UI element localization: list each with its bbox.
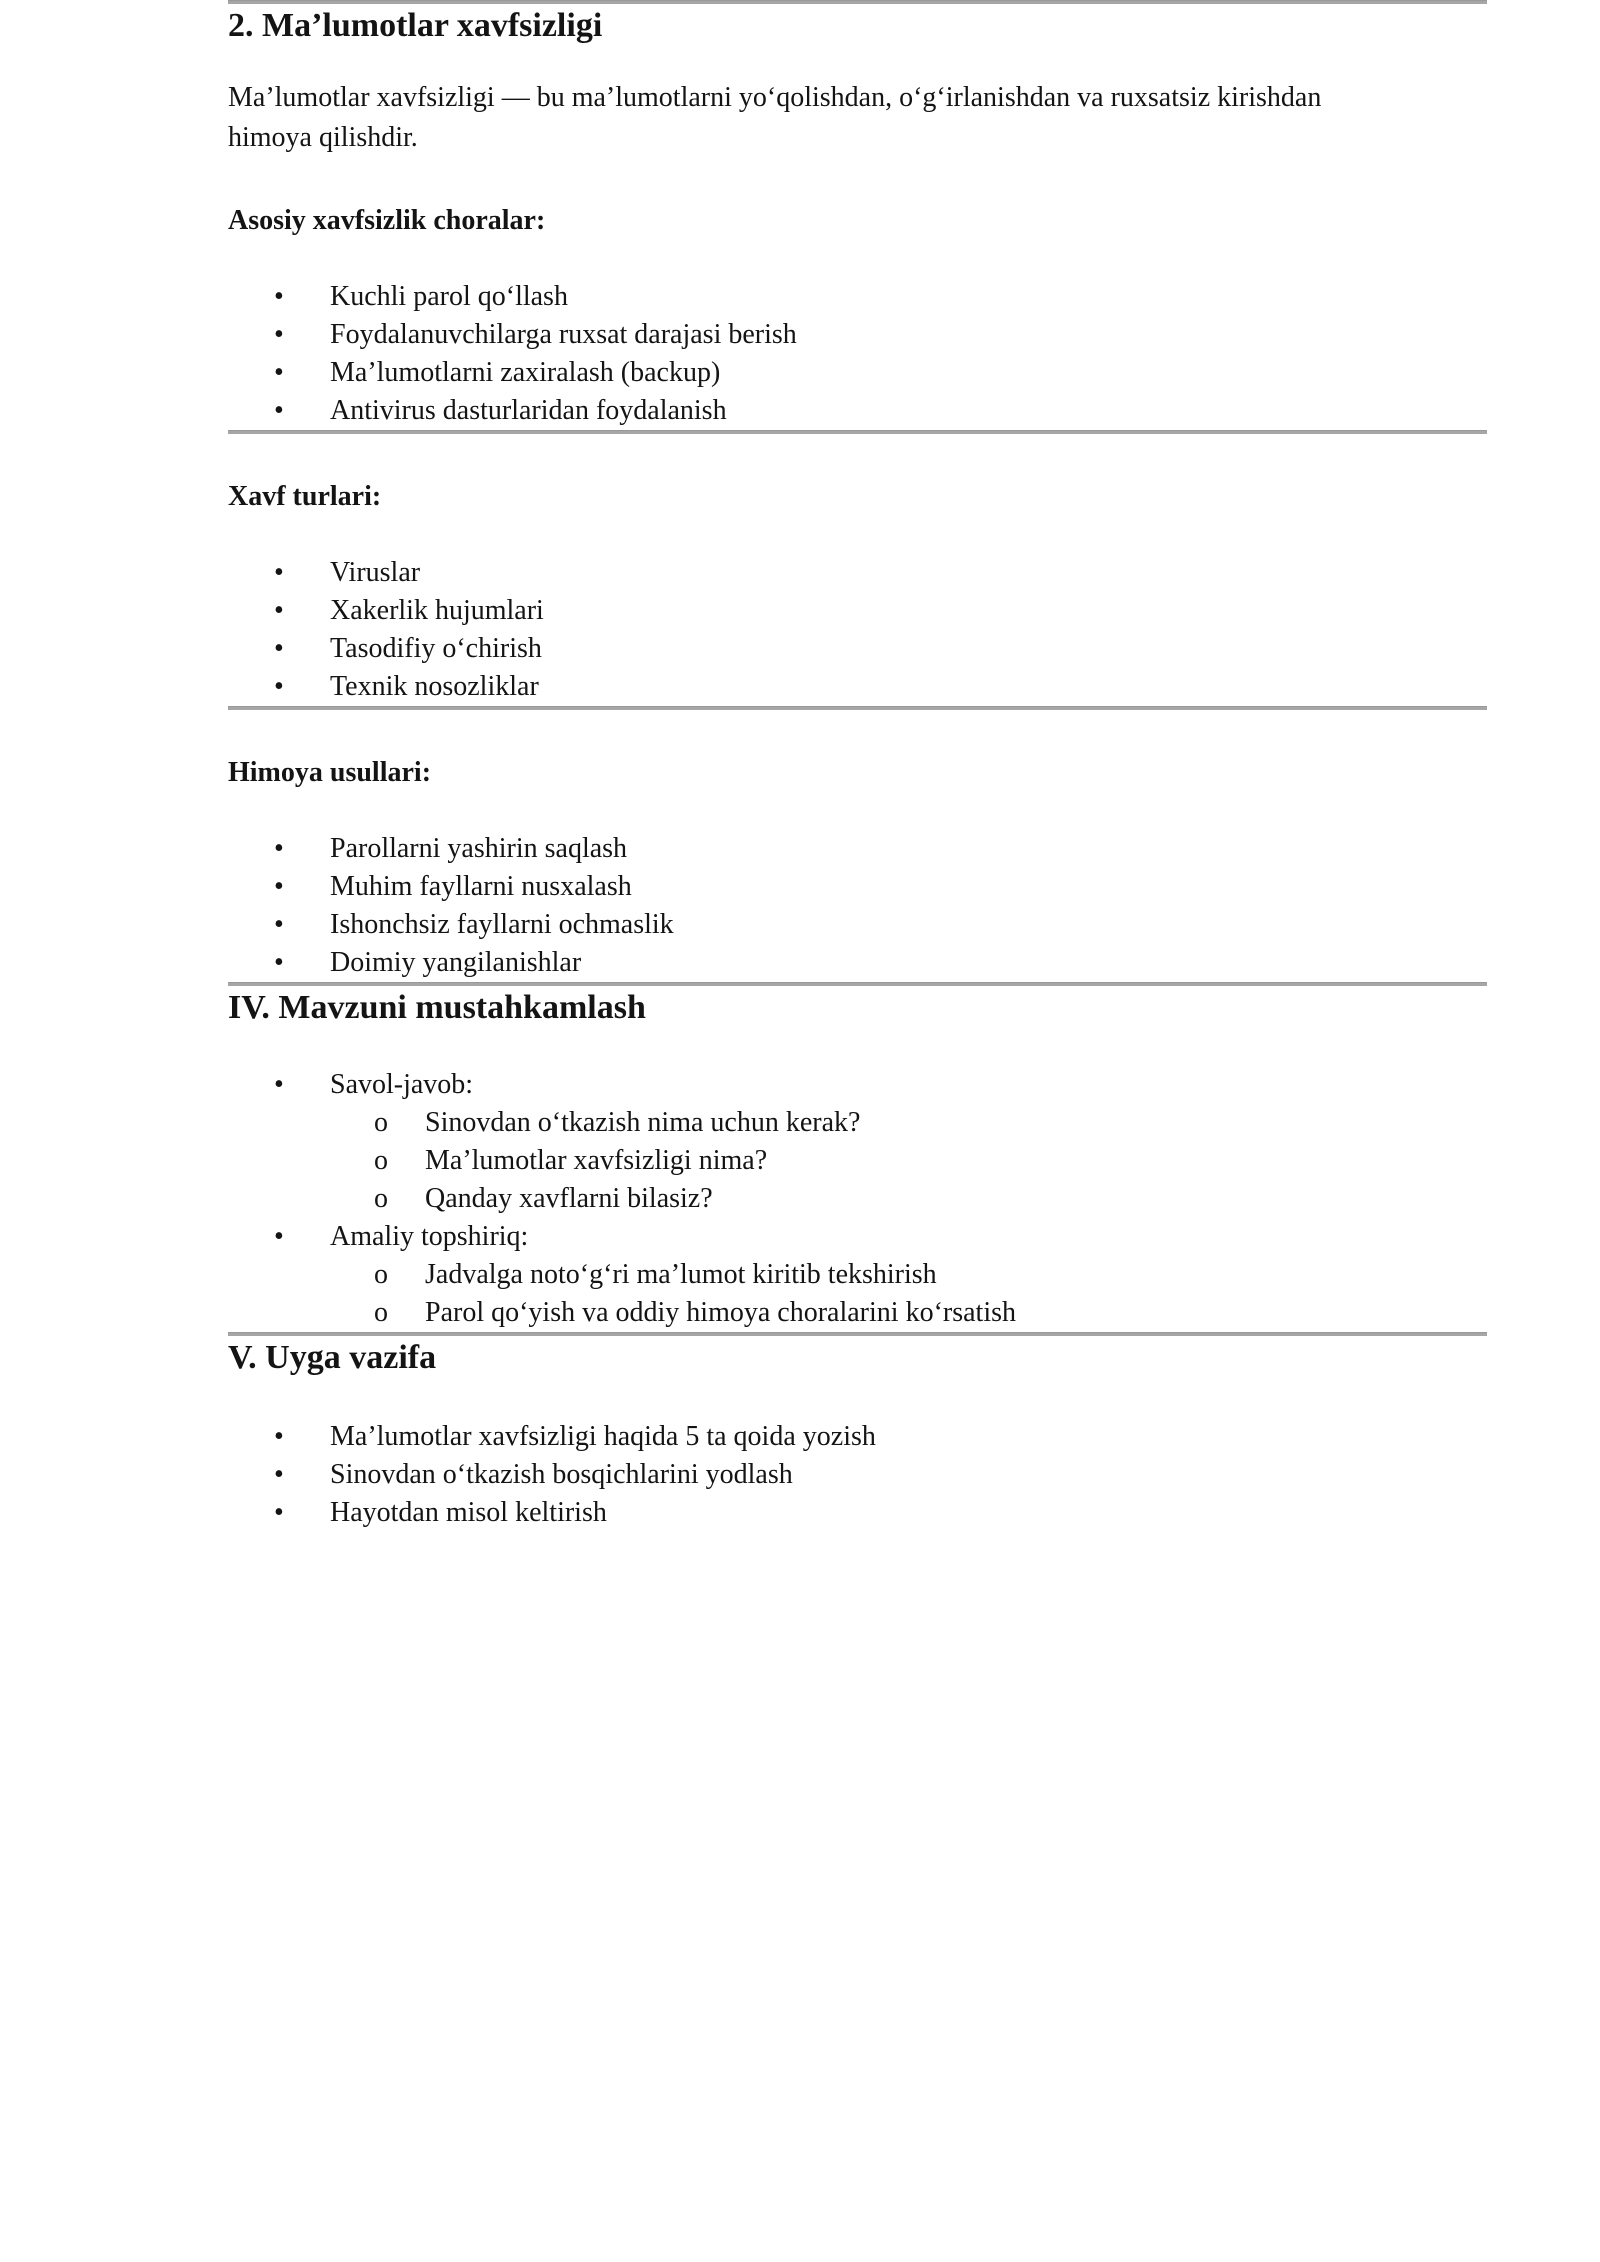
list-item-text: Parollarni yashirin saqlash	[330, 833, 628, 864]
bullet-icon: •	[274, 395, 284, 426]
list-item	[228, 1418, 1487, 1456]
list-item	[228, 830, 1487, 868]
bullet-icon: •	[274, 357, 284, 388]
circle-marker-icon: o	[374, 1259, 388, 1290]
list-item-text: Muhim fayllarni nusxalash	[330, 871, 632, 902]
list-item	[228, 392, 1487, 430]
list-item-text: Ma’lumotlarni zaxiralash (backup)	[330, 357, 721, 388]
bullet-icon: •	[274, 1459, 284, 1490]
list-item-text: Ma’lumotlar xavfsizligi nima?	[425, 1145, 768, 1176]
list-item	[228, 554, 1487, 592]
list-item-text: Qanday xavflarni bilasiz?	[425, 1183, 713, 1214]
reinforcement-list	[228, 1066, 1487, 1332]
list-item-text: Sinovdan o‘tkazish bosqichlarini yodlash	[330, 1459, 793, 1490]
list-item	[228, 1456, 1487, 1494]
list-item-text: Sinovdan o‘tkazish nima uchun kerak?	[425, 1107, 861, 1138]
sub-list-item	[228, 1256, 1487, 1294]
subheading-security-measures: Asosiy xavfsizlik choralar:	[228, 205, 546, 236]
list-item	[228, 592, 1487, 630]
circle-marker-icon: o	[374, 1145, 388, 1176]
bullet-icon: •	[274, 871, 284, 902]
list-item-text: Ishonchsiz fayllarni ochmaslik	[330, 909, 674, 940]
bullet-icon: •	[274, 281, 284, 312]
list-item-text: Hayotdan misol keltirish	[330, 1497, 607, 1528]
list-item-text: Xakerlik hujumlari	[330, 595, 544, 626]
list-item-text: Foydalanuvchilarga ruxsat darajasi berish	[330, 319, 797, 350]
list-item-text: Doimiy yangilanishlar	[330, 947, 582, 978]
list-item-text: Parol qo‘yish va oddiy himoya choralarini ko‘rsatish	[425, 1297, 1016, 1328]
bullet-icon: •	[274, 909, 284, 940]
list-item	[228, 630, 1487, 668]
list-item-text: Ma’lumotlar xavfsizligi haqida 5 ta qoida yozish	[330, 1421, 876, 1452]
sub-list-item	[228, 1142, 1487, 1180]
bullet-icon: •	[274, 1421, 284, 1452]
sub-list-item	[228, 1294, 1487, 1332]
list-item	[228, 316, 1487, 354]
risk-types-list	[228, 554, 1487, 706]
list-item	[228, 868, 1487, 906]
section-heading-data-security: 2. Ma’lumotlar xavfsizligi	[228, 7, 603, 44]
list-item	[228, 1494, 1487, 1532]
bullet-icon: •	[274, 319, 284, 350]
circle-marker-icon: o	[374, 1107, 388, 1138]
circle-marker-icon: o	[374, 1297, 388, 1328]
security-measures-list	[228, 278, 1487, 430]
protection-methods-list	[228, 830, 1487, 982]
list-item	[228, 278, 1487, 316]
sub-list-item	[228, 1104, 1487, 1142]
list-item-text: Jadvalga noto‘g‘ri ma’lumot kiritib tekshirish	[425, 1259, 937, 1290]
list-item	[228, 354, 1487, 392]
list-item	[228, 1066, 1487, 1104]
section-heading-reinforcement: IV. Mavzuni mustahkamlash	[228, 989, 646, 1026]
list-item	[228, 1218, 1487, 1256]
list-item	[228, 668, 1487, 706]
list-item-text: Kuchli parol qo‘llash	[330, 281, 568, 312]
bullet-icon: •	[274, 1069, 284, 1100]
bullet-icon: •	[274, 833, 284, 864]
section-heading-homework: V. Uyga vazifa	[228, 1339, 437, 1376]
section-divider	[228, 430, 1487, 434]
subheading-risk-types: Xavf turlari:	[228, 481, 382, 512]
list-item-text: Savol-javob:	[330, 1069, 474, 1100]
list-item	[228, 944, 1487, 982]
list-item-text: Antivirus dasturlaridan foydalanish	[330, 395, 727, 426]
subheading-protection-methods: Himoya usullari:	[228, 757, 432, 788]
list-item-text: Amaliy topshiriq:	[330, 1221, 529, 1252]
bullet-icon: •	[274, 1497, 284, 1528]
bullet-icon: •	[274, 947, 284, 978]
circle-marker-icon: o	[374, 1183, 388, 1214]
bullet-icon: •	[274, 595, 284, 626]
bullet-icon: •	[274, 633, 284, 664]
section-divider	[228, 706, 1487, 710]
bullet-icon: •	[274, 1221, 284, 1252]
list-item-text: Tasodifiy o‘chirish	[330, 633, 542, 664]
bullet-icon: •	[274, 557, 284, 588]
homework-list	[228, 1418, 1487, 1532]
bullet-icon: •	[274, 671, 284, 702]
sub-list-item	[228, 1180, 1487, 1218]
intro-paragraph: Ma’lumotlar xavfsizligi — bu ma’lumotlarni yo‘qolishdan, o‘g‘irlanishdan va ruxsatsiz kirishdan himoya qilishdir.	[228, 82, 1322, 153]
list-item-text: Texnik nosozliklar	[330, 671, 539, 702]
list-item	[228, 906, 1487, 944]
list-item-text: Viruslar	[330, 557, 421, 588]
